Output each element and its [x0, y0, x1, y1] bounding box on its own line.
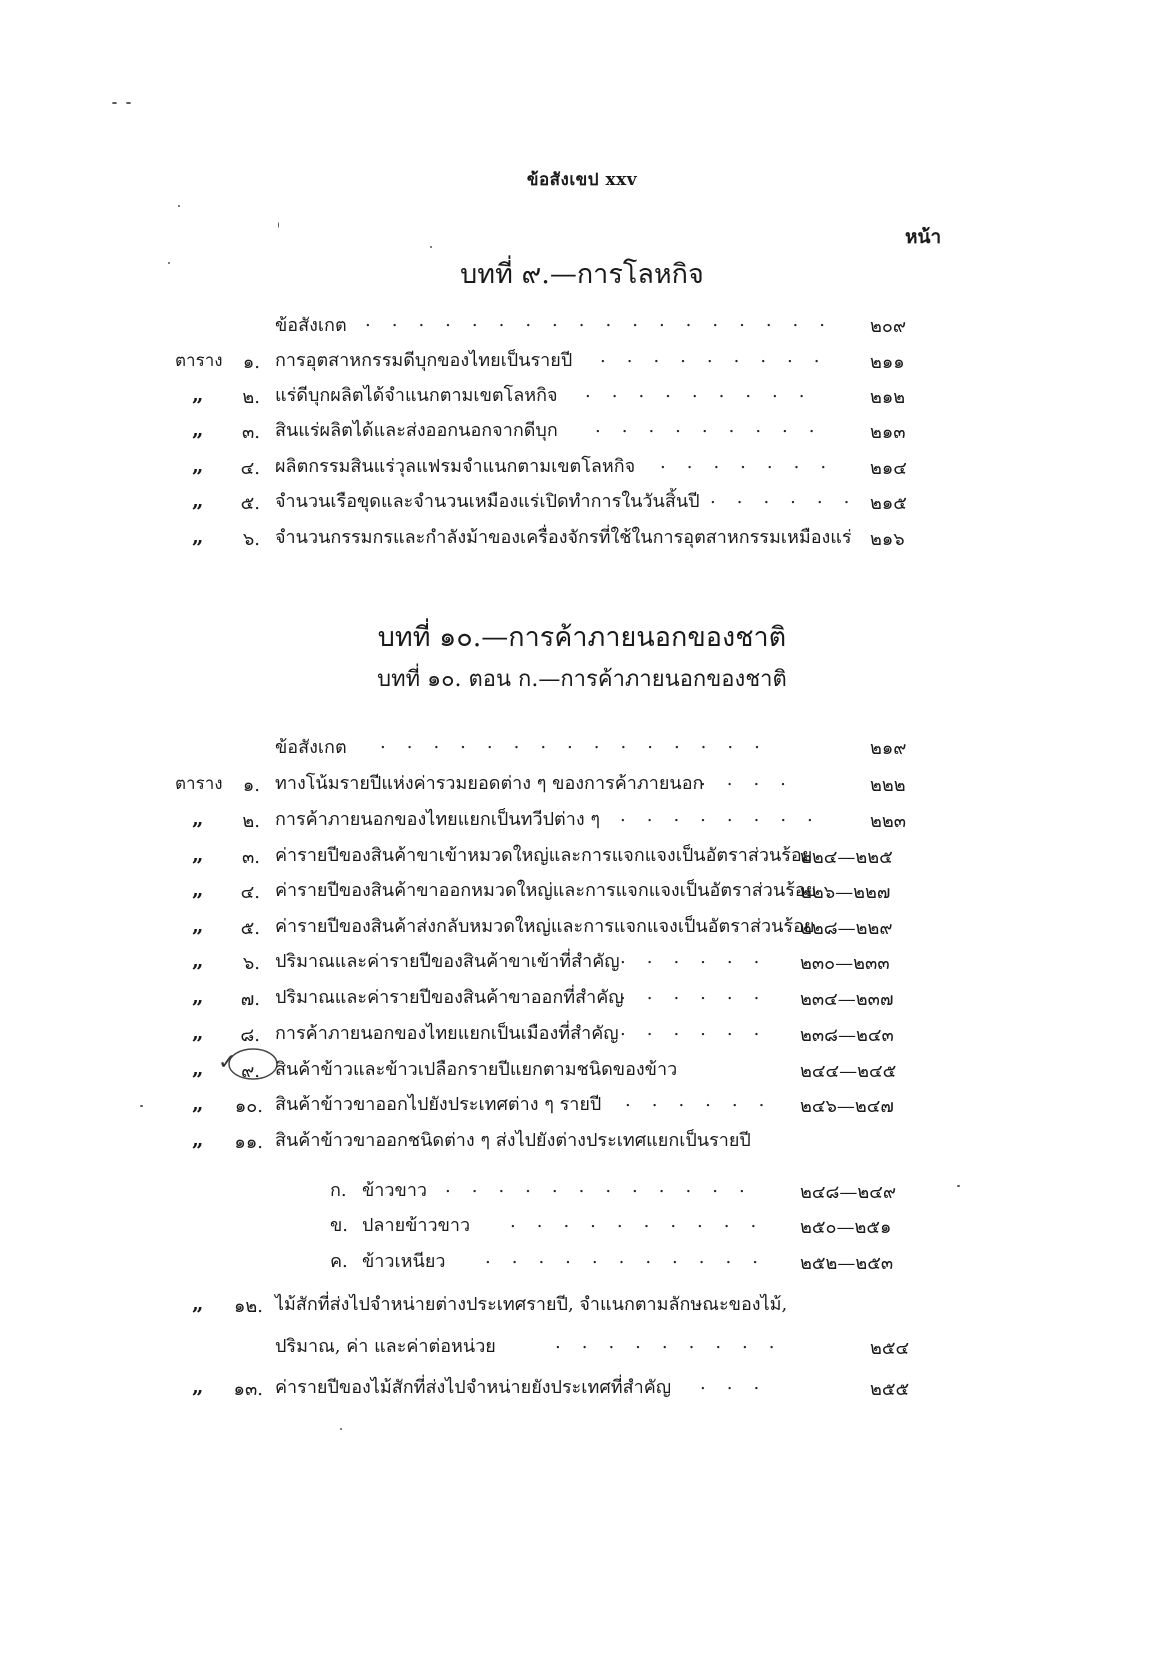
- entry-title: ข้อสังเกต: [275, 737, 347, 758]
- leader-dots: ........: [620, 805, 834, 826]
- ditto-mark: „: [192, 453, 204, 477]
- leader-dots: ......: [620, 983, 781, 1004]
- entry-page: ๒๔๘—๒๔๙: [800, 1182, 897, 1203]
- entry-page: ๒๑๒: [870, 387, 906, 408]
- ditto-mark: „: [192, 417, 204, 441]
- ditto-mark: „: [192, 1291, 204, 1315]
- entry-title: แร่ดีบุกผลิตได้จำแนกตามเขตโลหกิจ: [275, 385, 558, 406]
- entry-page: ๒๕๔: [870, 1338, 910, 1359]
- entry-page: ๒๒๒: [870, 775, 906, 796]
- leader-dots: ......: [625, 1090, 786, 1111]
- entry-title: ทางโน้มรายปีแห่งค่ารวมยอดต่าง ๆ ของการค้าภายนอก: [275, 773, 704, 794]
- entry-number: ๑.: [242, 352, 260, 373]
- pencil-check-icon: ✓: [218, 1050, 237, 1075]
- entry-title: ปริมาณและค่ารายปีของสินค้าขาออกที่สำคัญ: [275, 987, 624, 1008]
- entry-title: ค่ารายปีของสินค้าส่งกลับหมวดใหญ่และการแจกแจงเป็นอัตราส่วนร้อย: [275, 916, 815, 937]
- entry-title: การค้าภายนอกของไทยแยกเป็นทวีปต่าง ๆ: [275, 809, 601, 830]
- entry-page: ๒๕๐—๒๕๑: [800, 1217, 892, 1238]
- entry-page: ๒๑๖: [870, 529, 905, 550]
- entry-title-line-2: ปริมาณ, ค่า และค่าต่อหน่วย: [275, 1336, 496, 1357]
- entry-number: ๗.: [240, 989, 260, 1010]
- entry-page: ๒๕๒—๒๕๓: [800, 1253, 894, 1274]
- entry-page: ๒๒๘—๒๒๙: [800, 918, 893, 939]
- entry-page: ๒๓๐—๒๓๓: [800, 953, 890, 974]
- entry-title: สินค้าข้าวและข้าวเปลือกรายปีแยกตามชนิดของข้าว: [275, 1059, 678, 1080]
- leader-dots: ...........: [485, 1247, 779, 1268]
- subentry-title: ข้าวขาว: [362, 1180, 428, 1201]
- entry-page: ๒๑๓: [870, 422, 906, 443]
- ditto-mark: „: [192, 877, 204, 901]
- entry-title: ปริมาณและค่ารายปีของสินค้าขาเข้าที่สำคัญ: [275, 951, 620, 972]
- table-label: ตาราง: [175, 351, 223, 371]
- ditto-mark: „: [192, 948, 204, 972]
- leader-dots: .........: [555, 1332, 796, 1353]
- ditto-mark: „: [192, 842, 204, 866]
- subentry-title: ปลายข้าวขาว: [362, 1215, 471, 1236]
- scan-speck: [340, 1428, 342, 1430]
- entry-page: ๒๓๘—๒๔๓: [800, 1025, 894, 1046]
- running-head: ข้อสังเขป xxv: [526, 170, 638, 190]
- subentry-letter: ก.: [330, 1180, 347, 1201]
- leader-dots: ......: [620, 1019, 781, 1040]
- entry-page: ๒๐๙: [870, 316, 907, 337]
- entry-number: ๔.: [240, 458, 260, 479]
- leader-dots: ............: [445, 1176, 766, 1197]
- entry-number: ๕.: [240, 493, 260, 514]
- entry-number: ๖.: [242, 953, 260, 974]
- entry-page: ๒๕๕: [870, 1379, 910, 1400]
- ditto-mark: „: [192, 1374, 204, 1398]
- entry-number: ๕.: [240, 918, 260, 939]
- entry-title-line-1: ไม้สักที่ส่งไปจำหน่ายต่างประเทศรายปี, จำแนกตามลักษณะของไม้,: [275, 1294, 788, 1315]
- entry-number: ๙.: [241, 1061, 260, 1082]
- leader-dots: ......: [710, 487, 871, 508]
- entry-page: ๒๑๕: [870, 493, 907, 514]
- subentry-title: ข้าวเหนียว: [362, 1251, 446, 1272]
- entry-number: ๔.: [240, 882, 260, 903]
- entry-number: ๑.: [242, 775, 260, 796]
- leader-dots: ....: [700, 769, 807, 790]
- leader-dots: .......: [660, 452, 848, 473]
- scan-speck: [178, 205, 180, 207]
- subentry-letter: ข.: [330, 1215, 349, 1236]
- ditto-mark: „: [192, 1056, 204, 1080]
- ditto-mark: „: [192, 984, 204, 1008]
- ditto-mark: „: [192, 524, 204, 548]
- entry-title: สินค้าข้าวขาออกชนิดต่าง ๆ ส่งไปยังต่างประเทศแยกเป็นรายปี: [275, 1130, 751, 1151]
- entry-page: ๒๑๙: [870, 738, 907, 759]
- entry-title: ค่ารายปีของสินค้าขาออกหมวดใหญ่และการแจกแจงเป็นอัตราส่วนร้อย: [275, 880, 817, 901]
- entry-number: ๘.: [240, 1025, 260, 1046]
- leader-dots: ...............: [380, 732, 781, 753]
- entry-page: ๒๑๔: [870, 458, 907, 479]
- entry-title: สินแร่ผลิตได้และส่งออกนอกจากดีบุก: [275, 420, 558, 441]
- scan-speck: [430, 246, 432, 248]
- chapter-9-title: บทที่ ๙.—การโลหกิจ: [460, 259, 704, 290]
- entry-title: จำนวนเรือขุดและจำนวนเหมืองแร่เปิดทำการในวันสิ้นปี: [275, 491, 700, 512]
- entry-page: ๒๑๑: [870, 352, 905, 373]
- entry-number: ๓.: [241, 422, 260, 443]
- leader-dots: .........: [595, 416, 836, 437]
- ditto-mark: „: [192, 1127, 204, 1151]
- leader-dots: .........: [585, 381, 826, 402]
- entry-title: การอุตสาหกรรมดีบุกของไทยเป็นรายปี: [275, 350, 573, 371]
- entry-title: การค้าภายนอกของไทยแยกเป็นเมืองที่สำคัญ: [275, 1023, 619, 1044]
- scan-speck: [168, 262, 170, 264]
- table-label: ตาราง: [175, 774, 223, 794]
- entry-number: ๒.: [242, 387, 260, 408]
- scan-speck: [957, 1185, 960, 1187]
- entry-title: ค่ารายปีของไม้สักที่ส่งไปจำหน่ายยังประเทศที่สำคัญ: [275, 1377, 672, 1398]
- entry-title: ข้อสังเกต: [275, 315, 347, 336]
- scan-speck: [278, 222, 279, 228]
- leader-dots: ......: [620, 947, 781, 968]
- leader-dots: ..................: [365, 310, 846, 331]
- entry-page: ๒๒๖—๒๒๗: [800, 882, 891, 903]
- ditto-mark: „: [192, 913, 204, 937]
- scan-speck: [140, 1105, 143, 1107]
- entry-page: ๒๔๔—๒๔๕: [800, 1061, 897, 1082]
- chapter-10-title: บทที่ ๑๐.—การค้าภายนอกของชาติ: [377, 622, 787, 653]
- entry-number: ๑๐.: [234, 1096, 263, 1117]
- leader-dots: ..........: [510, 1211, 778, 1232]
- entry-title: ผลิตกรรมสินแร่วุลแฟรมจำแนกตามเขตโลหกิจ: [275, 456, 636, 477]
- entry-title: สินค้าข้าวขาออกไปยังประเทศต่าง ๆ รายปี: [275, 1094, 602, 1115]
- leader-dots: .........: [600, 346, 841, 367]
- page-column-label: หน้า: [905, 226, 942, 248]
- entry-number: ๓.: [241, 847, 260, 868]
- entry-number: ๒.: [242, 811, 260, 832]
- entry-page: ๒๓๔—๒๓๗: [800, 989, 894, 1010]
- entry-number: ๑๒.: [233, 1296, 263, 1317]
- ditto-mark: „: [192, 806, 204, 830]
- entry-number: ๖.: [242, 529, 260, 550]
- ditto-mark: „: [192, 382, 204, 406]
- entry-number: ๑๑.: [234, 1132, 263, 1153]
- ditto-mark: „: [192, 488, 204, 512]
- entry-page: ๒๔๖—๒๔๗: [800, 1096, 894, 1117]
- entry-page: ๒๒๔—๒๒๕: [800, 847, 893, 868]
- entry-page: ๒๒๓: [870, 811, 907, 832]
- pencil-circle-icon: [226, 1044, 280, 1084]
- entry-title: ค่ารายปีของสินค้าขาเข้าหมวดใหญ่และการแจกแจงเป็นอัตราส่วนร้อย: [275, 845, 813, 866]
- ditto-mark: „: [192, 1020, 204, 1044]
- entry-number: ๑๓.: [233, 1379, 263, 1400]
- entry-title: จำนวนกรรมกรและกำลังม้าของเครื่องจักรที่ใช้ในการอุตสาหกรรมเหมืองแร่: [275, 527, 852, 548]
- chapter-10-subtitle: บทที่ ๑๐. ตอน ก.—การค้าภายนอกของชาติ: [377, 667, 787, 692]
- subentry-letter: ค.: [330, 1251, 348, 1272]
- leader-dots: ...: [700, 1373, 781, 1394]
- scan-speck: [126, 102, 131, 104]
- scan-speck: [112, 102, 117, 104]
- ditto-mark: „: [192, 1091, 204, 1115]
